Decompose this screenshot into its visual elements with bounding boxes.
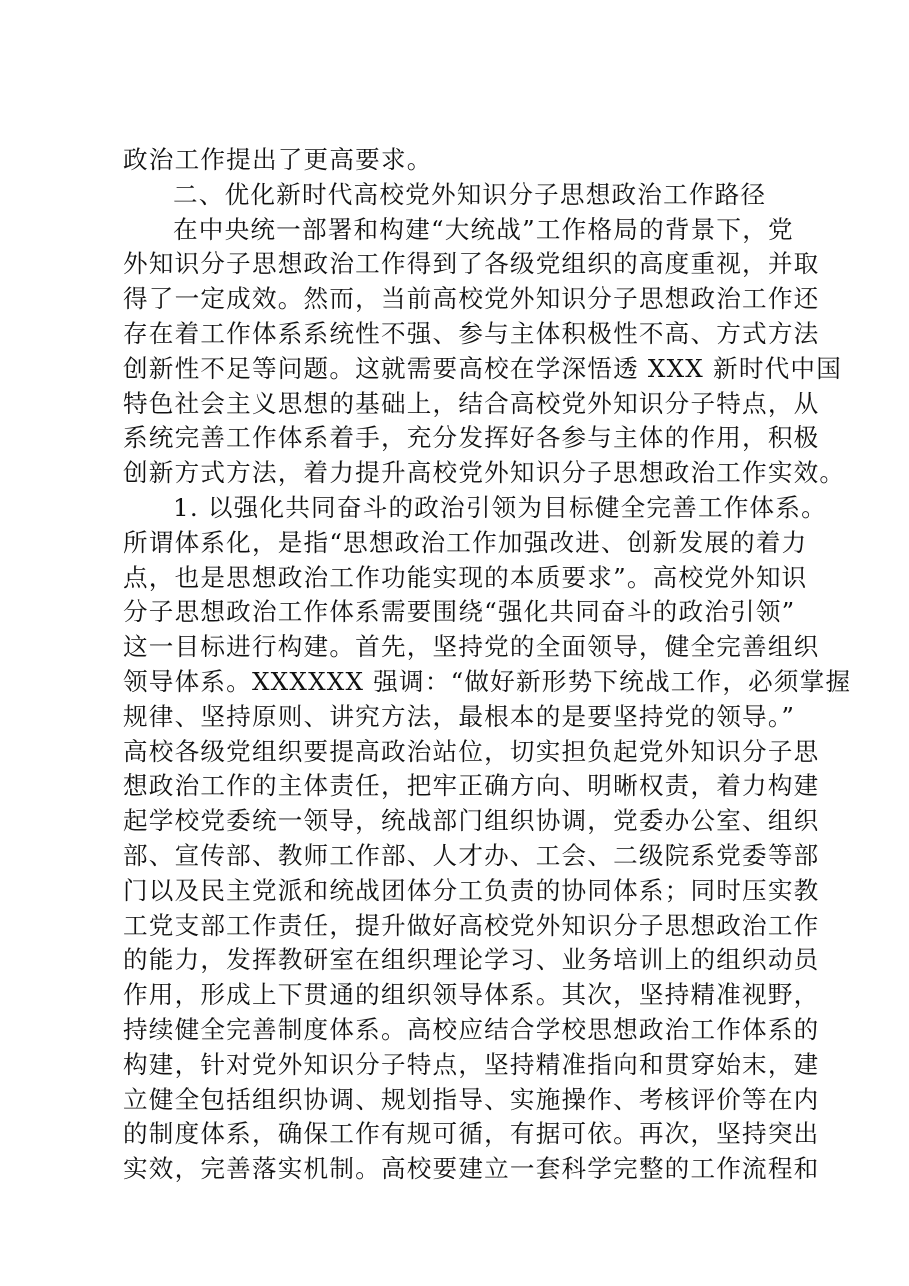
- text-line: 分子思想政治工作体系需要围绕“强化共同奋斗的政治引领”: [123, 597, 796, 627]
- text-line: 1. 以强化共同奋斗的政治引领为目标健全完善工作体系。: [173, 492, 827, 522]
- body-text: [123, 143, 852, 1187]
- text-line: 特色社会主义思想的基础上，结合高校党外知识分子特点，从: [123, 388, 820, 418]
- text-line: 领导体系。XXXXXX 强调：“做好新形势下统战工作，必须掌握: [123, 666, 852, 696]
- text-line: 点，也是思想政治工作功能实现的本质要求”。高校党外知识: [123, 562, 808, 592]
- text-line: 部、宣传部、教师工作部、人才办、工会、二级院系党委等部: [123, 840, 820, 870]
- text-line: 构建，针对党外知识分子特点，坚持精准指向和贯穿始末，建: [123, 1049, 820, 1079]
- text-line: 高校各级党组织要提高政治站位，切实担负起党外知识分子思: [123, 736, 820, 766]
- text-line: 的制度体系，确保工作有规可循，有据可依。再次，坚持突出: [123, 1119, 820, 1149]
- text-line: 立健全包括组织协调、规划指导、实施操作、考核评价等在内: [123, 1084, 820, 1114]
- text-line: 得了一定成效。然而，当前高校党外知识分子思想政治工作还: [123, 284, 820, 314]
- text-line: 持续健全完善制度体系。高校应结合学校思想政治工作体系的: [123, 1014, 820, 1044]
- text-line: 工党支部工作责任，提升做好高校党外知识分子思想政治工作: [123, 910, 820, 940]
- text-line: 这一目标进行构建。首先，坚持党的全面领导，健全完善组织: [123, 632, 820, 662]
- text-line: 创新方式方法，着力提升高校党外知识分子思想政治工作实效。: [123, 458, 846, 488]
- text-line: 实效，完善落实机制。高校要建立一套科学完整的工作流程和: [123, 1154, 820, 1184]
- text-line: 创新性不足等问题。这就需要高校在学深悟透 XXX 新时代中国: [123, 353, 843, 383]
- text-line: 门以及民主党派和统战团体分工负责的协同体系；同时压实教: [123, 875, 820, 905]
- text-line: 的能力，发挥教研室在组织理论学习、业务培训上的组织动员: [123, 945, 820, 975]
- text-line: 起学校党委统一领导，统战部门组织协调，党委办公室、组织: [123, 806, 820, 836]
- text-line: 系统完善工作体系着手，充分发挥好各参与主体的作用，积极: [123, 423, 820, 453]
- text-line: 在中央统一部署和构建“大统战”工作格局的背景下，党: [173, 214, 794, 244]
- text-line: 外知识分子思想政治工作得到了各级党组织的高度重视，并取: [123, 249, 820, 279]
- text-line: 二、优化新时代高校党外知识分子思想政治工作路径: [173, 179, 767, 209]
- text-line: 所谓体系化，是指“思想政治工作加强改进、创新发展的着力: [123, 527, 808, 557]
- text-line: 存在着工作体系系统性不强、参与主体积极性不高、方式方法: [123, 318, 820, 348]
- text-line: 规律、坚持原则、讲究方法，最根本的是要坚持党的领导。”: [123, 701, 796, 731]
- text-line: 政治工作提出了更高要求。: [123, 145, 433, 174]
- text-line: 想政治工作的主体责任，把牢正确方向、明晰权责，着力构建: [123, 771, 820, 801]
- text-line: 作用，形成上下贯通的组织领导体系。其次，坚持精准视野，: [123, 980, 820, 1010]
